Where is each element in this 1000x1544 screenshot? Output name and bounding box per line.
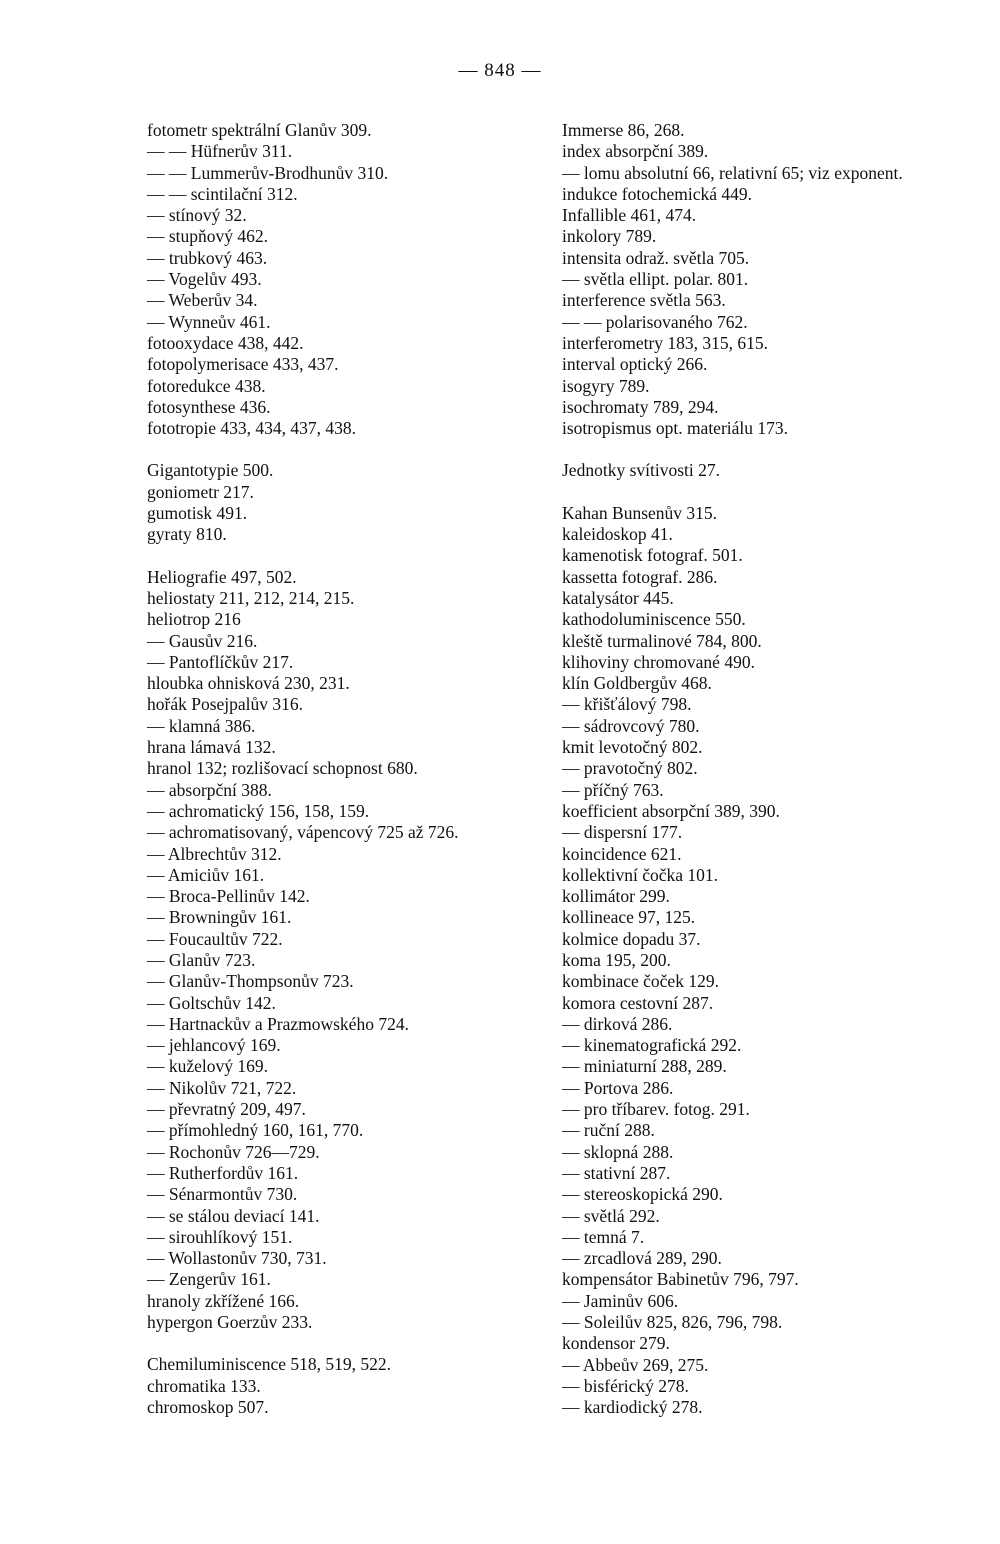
index-entry: Infallible 461, 474.: [562, 205, 697, 226]
index-entry: — Glanův 723.: [147, 949, 256, 970]
index-entry: — Wollastonův 730, 731.: [147, 1248, 327, 1269]
index-entry: kondensor 279.: [562, 1333, 670, 1354]
group-separator: [562, 439, 962, 460]
index-entry: — kuželový 169.: [147, 1056, 269, 1077]
index-entry: — ruční 288.: [562, 1120, 655, 1141]
index-entry: fototropie 433, 434, 437, 438.: [147, 418, 357, 439]
index-entry: — stereoskopická 290.: [562, 1184, 723, 1205]
index-entry: — klamná 386.: [147, 715, 256, 736]
index-entry: kompensátor Babinetův 796, 797.: [562, 1269, 799, 1290]
index-entry: intensita odraž. světla 705.: [562, 247, 750, 268]
page-number: — 848 —: [458, 60, 542, 81]
index-entry: isotropismus opt. materiálu 173.: [562, 418, 789, 439]
index-entry: interferometry 183, 315, 615.: [562, 332, 769, 353]
index-entry: hranoly zkřížené 166.: [147, 1290, 300, 1311]
index-entry: — — scintilační 312.: [147, 183, 298, 204]
index-entry: Immerse 86, 268.: [562, 120, 685, 140]
index-entry: fotoredukce 438.: [147, 375, 266, 396]
index-entry: — stínový 32.: [147, 205, 247, 226]
index-entry: kombinace čoček 129.: [562, 971, 719, 992]
index-entry: — převratný 209, 497.: [147, 1099, 306, 1120]
index-entry: — Sénarmontův 730.: [147, 1184, 298, 1205]
index-entry: goniometr 217.: [147, 481, 254, 502]
index-entry: — Rutherfordův 161.: [147, 1162, 299, 1183]
index-entry: gyraty 810.: [147, 524, 227, 545]
index-entry: koincidence 621.: [562, 843, 682, 864]
index-entry: kassetta fotograf. 286.: [562, 566, 718, 587]
index-entry: — — Lummerův-Brodhunův 310.: [147, 162, 389, 183]
index-entry: — lomu absolutní 66, relativní 65; viz exponent.: [562, 162, 903, 183]
index-entry: — Abbeův 269, 275.: [562, 1354, 709, 1375]
index-entry: — Jaminův 606.: [562, 1290, 679, 1311]
index-entry: koma 195, 200.: [562, 949, 671, 970]
group-separator: [147, 546, 547, 567]
index-entry: — stupňový 462.: [147, 226, 269, 247]
group-separator: [147, 1333, 547, 1354]
index-entry: — kinematografická 292.: [562, 1035, 742, 1056]
index-entry: — Broca-Pellinův 142.: [147, 886, 310, 907]
index-entry: Heliografie 497, 502.: [147, 566, 297, 587]
index-entry: — temná 7.: [562, 1226, 645, 1247]
index-entry: — Foucaultův 722.: [147, 928, 283, 949]
index-entry: Jednotky svítivosti 27.: [562, 460, 720, 481]
index-entry: kollektivní čočka 101.: [562, 864, 719, 885]
index-entry: — sklopná 288.: [562, 1141, 674, 1162]
index-entry: interference světla 563.: [562, 290, 726, 311]
index-entry: Kahan Bunsenův 315.: [562, 502, 718, 523]
index-entry: — bisférický 278.: [562, 1375, 689, 1396]
index-entry: kolmice dopadu 37.: [562, 928, 701, 949]
index-entry: kathodoluminiscence 550.: [562, 609, 746, 630]
index-entry: — pravotočný 802.: [562, 758, 698, 779]
index-entry: indukce fotochemická 449.: [562, 183, 753, 204]
index-entry: — Browningův 161.: [147, 907, 292, 928]
index-entry: Gigantotypie 500.: [147, 460, 274, 481]
index-entry: gumotisk 491.: [147, 503, 248, 524]
right-column: [562, 120, 962, 1419]
index-entry: klihoviny chromované 490.: [562, 651, 755, 672]
index-entry: kamenotisk fotograf. 501.: [562, 545, 743, 566]
index-entry: — achromatisovaný, vápencový 725 až 726.: [147, 822, 459, 843]
index-entry: — dispersní 177.: [562, 822, 683, 843]
index-entry: — Pantoflíčkův 217.: [147, 651, 294, 672]
group-separator: [147, 439, 547, 460]
index-entry: — Soleilův 825, 826, 796, 798.: [562, 1312, 783, 1333]
index-entry: — Wynneův 461.: [147, 311, 271, 332]
index-entry: — Goltschův 142.: [147, 992, 276, 1013]
index-entry: — Zengerův 161.: [147, 1269, 271, 1290]
index-entry: — Vogelův 493.: [147, 269, 262, 290]
index-entry: chromoskop 507.: [147, 1396, 269, 1417]
index-entry: kollineace 97, 125.: [562, 907, 696, 928]
index-entry: koefficient absorpční 389, 390.: [562, 800, 780, 821]
index-entry: index absorpční 389.: [562, 141, 709, 162]
index-entry: fotooxydace 438, 442.: [147, 332, 304, 353]
index-entry: hrana lámavá 132.: [147, 737, 276, 758]
index-entry: — křišťálový 798.: [562, 694, 692, 715]
index-entry: hranol 132; rozlišovací schopnost 680.: [147, 758, 418, 779]
index-entry: heliotrop 216: [147, 609, 241, 630]
index-entry: — achromatický 156, 158, 159.: [147, 800, 370, 821]
index-entry: — Nikolův 721, 722.: [147, 1077, 297, 1098]
index-entry: — stativní 287.: [562, 1162, 671, 1183]
index-entry: interval optický 266.: [562, 354, 708, 375]
index-entry: — sirouhlíkový 151.: [147, 1226, 293, 1247]
group-separator: [562, 482, 962, 503]
index-entry: chromatika 133.: [147, 1375, 261, 1396]
index-entry: komora cestovní 287.: [562, 992, 714, 1013]
index-entry: isochromaty 789, 294.: [562, 396, 719, 417]
index-entry: — světla ellipt. polar. 801.: [562, 269, 749, 290]
index-entry: kmit levotočný 802.: [562, 737, 703, 758]
index-entry: kleště turmalinové 784, 800.: [562, 630, 762, 651]
index-entry: — Gausův 216.: [147, 630, 258, 651]
index-entry: — — polarisovaného 762.: [562, 311, 748, 332]
index-entry: — trubkový 463.: [147, 247, 268, 268]
index-entry: — Weberův 34.: [147, 290, 258, 311]
index-entry: heliostaty 211, 212, 214, 215.: [147, 587, 355, 608]
index-entry: — Albrechtův 312.: [147, 843, 282, 864]
index-entry: Chemiluminiscence 518, 519, 522.: [147, 1354, 391, 1375]
index-entry: hořák Posejpalův 316.: [147, 694, 304, 715]
index-entry: fotometr spektrální Glanův 309.: [147, 120, 372, 140]
index-entry: — zrcadlová 289, 290.: [562, 1248, 722, 1269]
index-entry: — kardiodický 278.: [562, 1397, 703, 1418]
index-entry: — Amiciův 161.: [147, 864, 265, 885]
index-entry: — Hartnackův a Prazmowského 724.: [147, 1013, 409, 1034]
index-entry: — Glanův-Thompsonův 723.: [147, 971, 354, 992]
index-entry: klín Goldbergův 468.: [562, 673, 712, 694]
index-entry: — se stálou deviací 141.: [147, 1205, 320, 1226]
index-entry: — miniaturní 288, 289.: [562, 1056, 727, 1077]
index-entry: fotopolymerisace 433, 437.: [147, 354, 339, 375]
index-entry: — příčný 763.: [562, 779, 664, 800]
index-entry: — dirková 286.: [562, 1013, 673, 1034]
index-entry: — Portova 286.: [562, 1077, 674, 1098]
index-entry: — pro tříbarev. fotog. 291.: [562, 1099, 750, 1120]
index-entry: hloubka ohnisková 230, 231.: [147, 673, 350, 694]
index-entry: inkolory 789.: [562, 226, 657, 247]
index-entry: — sádrovcový 780.: [562, 715, 700, 736]
index-entry: — — Hüfnerův 311.: [147, 141, 293, 162]
index-entry: — absorpční 388.: [147, 779, 272, 800]
index-entry: fotosynthese 436.: [147, 396, 271, 417]
left-column: [147, 120, 547, 1418]
index-entry: kollimátor 299.: [562, 886, 670, 907]
index-entry: — světlá 292.: [562, 1205, 660, 1226]
index-entry: — Rochonův 726—729.: [147, 1141, 320, 1162]
index-entry: hypergon Goerzův 233.: [147, 1312, 313, 1333]
index-entry: — přímohledný 160, 161, 770.: [147, 1120, 364, 1141]
index-entry: kaleidoskop 41.: [562, 524, 673, 545]
index-entry: — jehlancový 169.: [147, 1035, 281, 1056]
index-entry: katalysátor 445.: [562, 587, 674, 608]
index-entry: isogyry 789.: [562, 375, 650, 396]
